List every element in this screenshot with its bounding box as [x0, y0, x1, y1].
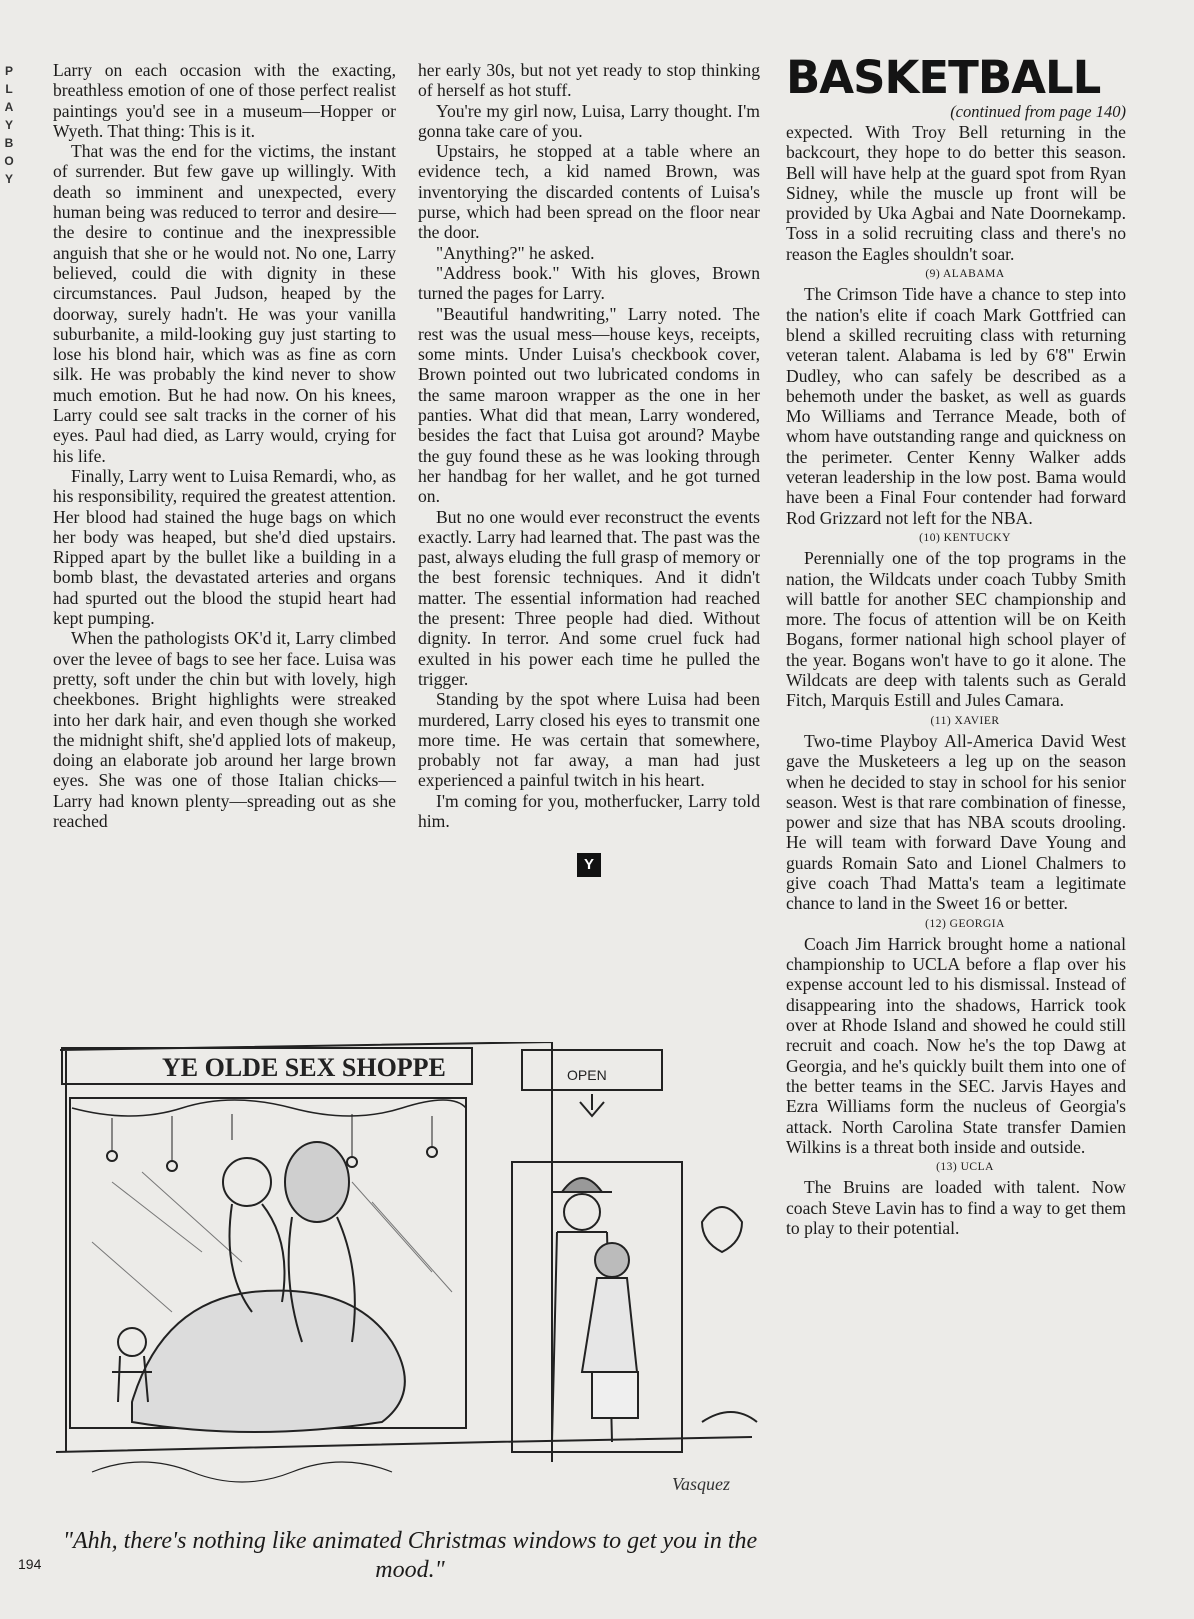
continued-note: (continued from page 140) [950, 102, 1126, 121]
shop-sign-text: YE OLDE SEX SHOPPE [162, 1053, 446, 1082]
team-heading: (11) XAVIER [930, 714, 1000, 727]
story-paragraph: "Beautiful handwriting," Larry noted. The rest was the usual mess—house keys, receipts, some mints. Under Luisa's checkbook cover, Brown pointed out two lubricated condoms in the same maroon wrapper as the one in her panties. What did that mean, Larry wondered, besides the fact that Luisa got around? Maybe the guy found these as he was looking through her handbag for her wallet, and he got turned on. [418, 303, 760, 507]
story-paragraph: "Address book." With his gloves, Brown turned the pages for Larry. [418, 262, 760, 304]
story-paragraph: You're my girl now, Luisa, Larry thought. I'm gonna take care of you. [418, 100, 760, 141]
story-paragraph: "Anything?" he asked. [436, 242, 595, 263]
story-column-2 [418, 60, 760, 877]
team-paragraph: The Crimson Tide have a chance to step into the nation's elite if coach Mark Gottfried can blend a skilled recruiting class with returning veteran talent. Alabama is led by 6'8" Erwin Dudley, who can safely be described as a behemoth under the basket, as well as guards Mo Williams and Terrance Meade, both of whom have outstanding range and quickness on the perimeter. Center Kenny Walker adds veteran leadership in the low post. Bama would have been a Final Four contender had forward Rod Grizzard not left for the NBA. [786, 284, 1126, 528]
runner-letter: B [4, 136, 14, 150]
basketball-sidebar [786, 51, 1126, 1239]
story-paragraph: I'm coming for you, motherfucker, Larry told him. [418, 790, 760, 831]
team-paragraph: Perennially one of the top programs in the nation, the Wildcats under coach Tubby Smith will battle for another SEC championship and more. The focus of attention will be on Keith Bogans, former national high school player of the year. Bogans won't have to go it alone. The Wildcats are deep with talents such as Gerald Fitch, Marquis Estill and Jules Camara. [786, 548, 1126, 711]
team-paragraph: The Bruins are loaded with talent. Now coach Steve Lavin has to find a way to get them to play to their potential. [786, 1177, 1126, 1239]
team-paragraph: Two-time Playboy All-America David West gave the Musketeers a leg up on the season when he decided to stay in school for his senior season. West is that rare combination of finesse, power and size that has NBA scouts drooling. He will team with forward Dave Young and guards Romain Sato and Lionel Chalmers to give coach Thad Matta's team a legitimate chance to land in the Sweet 16 or better. [786, 730, 1126, 914]
story-paragraph: Standing by the spot where Luisa had been murdered, Larry closed his eyes to transmit one more time. He was certain that somewhere, probably not far away, a man had just experienced a painful twitch in his heart. [418, 689, 760, 791]
magazine-runner [2, 62, 16, 188]
door-open-sign: OPEN [567, 1067, 607, 1083]
story-column-1 [53, 60, 396, 831]
runner-letter: A [4, 100, 14, 114]
story-paragraph: Upstairs, he stopped at a table where an evidence tech, a kid named Brown, was inventorying the discarded contents of Luisa's purse, which had been spread on the floor near the door. [418, 141, 760, 243]
runner-letter: Y [4, 172, 13, 186]
story-paragraph: When the pathologists OK'd it, Larry climbed over the levee of bags to see her face. Luisa was pretty, soft under the chin but with lovely, high cheekbones. Bright highlights were streaked into her dark hair, and even though she worked the midnight shift, she'd applied lots of makeup, doing an elaborate job around her large brown eyes. She was one of those Italian chicks—Larry had known plenty—spreading out as she reached [53, 628, 396, 831]
runner-letter: L [5, 82, 13, 96]
team-heading: (10) KENTUCKY [919, 531, 1011, 544]
runner-letter: Y [4, 118, 13, 132]
story-paragraph: But no one would ever reconstruct the events exactly. Larry had learned that. The past was the past, always eluding the full grasp of memory or the best forensic techniques. And it didn't matter. The essential information had reached the present: Three people had died. Without dignity. In terror. And some cruel fuck had exulted in his power each time he pulled the trigger. [418, 506, 760, 689]
story-paragraph: That was the end for the victims, the instant of surrender. But few gave up willingly. With death so imminent and unexpected, every human being was reduced to terror and desire—the desire to continue and the inexpressible anguish that she or he would not. No one, Larry believed, could die with dignity in these circumstances. Paul Judson, heaped by the doorway, surely hadn't. He was your vanilla suburbanite, a mild-looking guy just starting to lose his blond hair, which was as fine as corn silk. He was probably the kind never to show much emotion. But he had now. On his knees, Larry could see salt tracks in the corner of his eyes. Paul had died, as Larry would, crying for his life. [53, 141, 396, 466]
runner-letter: O [4, 154, 14, 168]
story-paragraph: Larry on each occasion with the exacting, breathless emotion of one of those perfect realist paintings you'd see in a museum—Hopper or Wyeth. That thing: This is it. [53, 60, 396, 141]
section-headline: BASKETBALL [786, 51, 1101, 104]
team-heading: (13) UCLA [936, 1161, 994, 1174]
cartoon-illustration [52, 1042, 764, 1503]
rabbit-end-mark-icon: Y [577, 853, 601, 877]
cartoon-caption: "Ahh, there's nothing like animated Christmas windows to get you in the mood." [62, 1528, 758, 1583]
story-paragraph: Finally, Larry went to Luisa Remardi, who, as his responsibility, required the greatest attention. Her blood had stained the huge bags on which her body was heaped, but she'd died upstairs. Ripped apart by the bullet like a building in a bomb blast, the devastated arteries and organs had spurted out the blood the stupid heart had kept pumping. [53, 465, 396, 629]
page-number: 194 [18, 1556, 42, 1572]
artist-signature: Vasquez [672, 1474, 730, 1494]
story-paragraph: her early 30s, but not yet ready to stop thinking of herself as hot stuff. [418, 60, 760, 101]
runner-letter: P [4, 64, 13, 78]
sidebar-paragraph: expected. With Troy Bell returning in the backcourt, they hope to do better this season. Bell will have help at the guard spot from Ryan Sidney, while the muscle up front will be provided by Uka Agbai and Nate Doornekamp. Toss in a solid recruiting class and there's no reason the Eagles shouldn't soar. [786, 122, 1126, 264]
team-heading: (9) ALABAMA [925, 268, 1005, 281]
team-heading: (12) GEORGIA [925, 917, 1005, 930]
team-paragraph: Coach Jim Harrick brought home a national championship to UCLA before a flap over his expense account led to his dismissal. Instead of disappearing into the shadows, Harrick took over at Rhode Island and showed he could still recruit and coach. Now he's the top Dawg at Georgia, and he's quickly built them into one of the better teams in the SEC. Jarvis Hayes and Ezra Williams form the nucleus of Georgia's attack. North Carolina State transfer Damien Wilkins is a threat both inside and outside. [786, 933, 1126, 1157]
